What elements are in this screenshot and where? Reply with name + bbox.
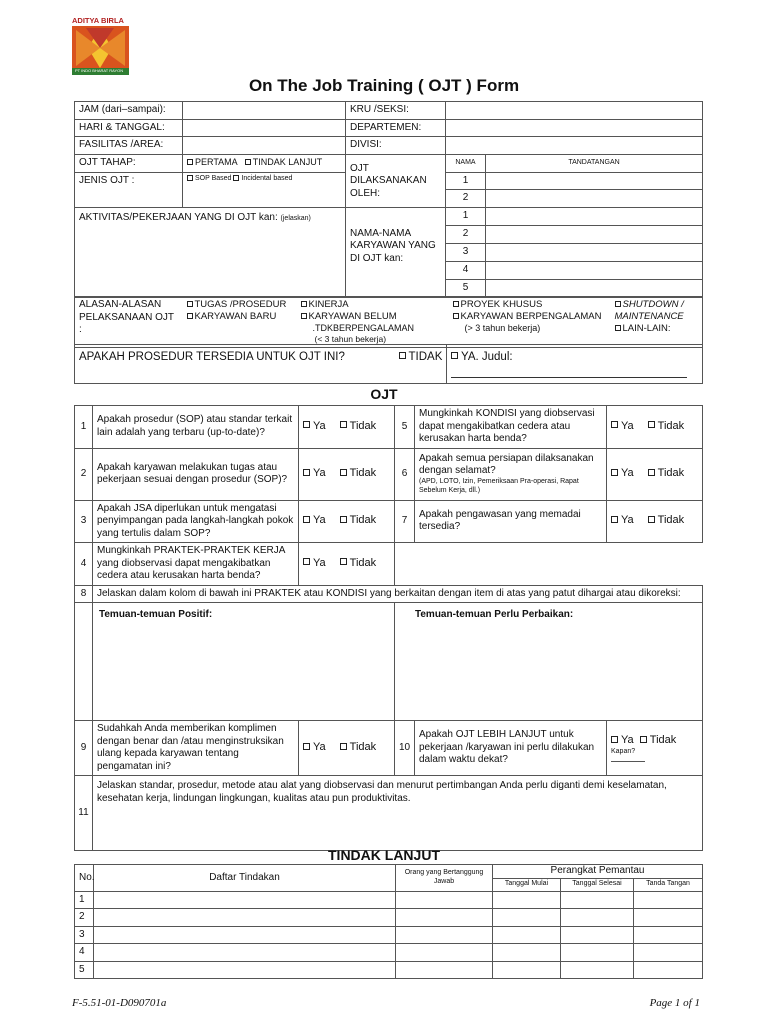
tl-cell[interactable] [396, 909, 493, 927]
q4-ya-checkbox[interactable] [303, 558, 310, 565]
pertama-checkbox[interactable] [187, 159, 193, 165]
tl-daftar-header: Daftar Tindakan [94, 865, 396, 892]
page-number: Page 1 of 1 [649, 997, 700, 1009]
q4-tidak-label: Tidak [349, 556, 377, 569]
logo-brand-text: ADITYA BIRLA [72, 16, 124, 25]
nama-karyawan-label: NAMA-NAMA KARYAWAN YANG DI OJT kan: [350, 227, 436, 264]
tl-cell[interactable] [94, 909, 396, 927]
tl-cell[interactable] [396, 926, 493, 944]
aktivitas-label: AKTIVITAS/PEKERJAAN YANG DI OJT kan: [79, 211, 278, 223]
tindak-lanjut-table [74, 864, 703, 979]
q8-text: Jelaskan dalam kolom di bawah ini PRAKTEK atau KONDISI yang berkaitan dengan item di atas yang patut dihargai atau dikoreksi: [93, 585, 703, 603]
tl-cell[interactable] [493, 944, 561, 962]
tl-cell[interactable] [493, 926, 561, 944]
kapan-input-line[interactable] [611, 761, 645, 762]
kru-field[interactable] [446, 102, 703, 120]
tindak-lanjut-checkbox[interactable] [245, 159, 251, 165]
q4-ya-label: Ya [313, 556, 326, 569]
tl-selesai-header: Tanggal Selesai [561, 878, 634, 891]
kru-label: KRU /SEKSI: [346, 102, 446, 120]
table-row [75, 944, 703, 962]
tl-row-number: 2 [75, 909, 94, 927]
q2-number: 2 [75, 448, 93, 500]
tl-cell[interactable] [94, 961, 396, 979]
q2-tidak-checkbox[interactable] [340, 469, 347, 476]
q6-note: (APD, LOTO, Izin, Pemeriksaan Pra-operasi, Rapat Sebelum Kerja, dll.) [419, 477, 579, 494]
nama-header: NAMA [446, 154, 486, 172]
table-row [75, 961, 703, 979]
q5-ya-checkbox[interactable] [611, 421, 618, 428]
q11-text: Jelaskan standar, prosedur, metode atau alat yang diobservasi dan menurut pertimbangan Anda perlu diganti demi keselamatan, kesehatan kerja, lindungan lingkungan, kualitas atau pun produktivitas. [93, 776, 703, 851]
q7-ya-label: Ya [621, 514, 634, 527]
tindak-lanjut-label: TINDAK LANJUT [252, 156, 323, 167]
q5-text: Mungkinkah KONDISI yang diobservasi dapat mengakibatkan cedera atau kerusakan harta benda? [415, 406, 607, 449]
tl-cell[interactable] [634, 926, 703, 944]
q6-tidak-label: Tidak [657, 467, 685, 480]
fasilitas-label: FASILITAS /AREA: [75, 137, 183, 155]
q9-tidak-checkbox[interactable] [340, 743, 347, 750]
shutdown-label: SHUTDOWN / MAINTENANCE [614, 299, 684, 322]
q2-text: Apakah karyawan melakukan tugas atau pekerjaan sesuai dengan prosedur (SOP)? [93, 448, 299, 500]
q1-text: Apakah prosedur (SOP) atau standar terkait lain adalah yang terbaru (up-to-date)? [93, 406, 299, 449]
fasilitas-field[interactable] [183, 137, 346, 155]
q10-tidak-checkbox[interactable] [640, 736, 647, 743]
karyawan-field-4[interactable] [486, 261, 703, 279]
q7-ya-checkbox[interactable] [611, 516, 618, 523]
q2-ya-checkbox[interactable] [303, 469, 310, 476]
tl-cell[interactable] [561, 909, 634, 927]
tl-cell[interactable] [94, 926, 396, 944]
prosedur-tidak-checkbox[interactable] [399, 352, 406, 359]
prosedur-tidak-label: TIDAK [408, 351, 443, 363]
kurang3-label: (< 3 tahun bekerja) [314, 334, 387, 344]
prosedur-ya-checkbox[interactable] [451, 352, 458, 359]
tl-row-number: 3 [75, 926, 94, 944]
incidental-checkbox[interactable] [233, 175, 239, 181]
prosedur-table [74, 344, 703, 384]
tl-row-number: 1 [75, 891, 94, 909]
q2-ya-label: Ya [313, 467, 326, 480]
q5-number: 5 [395, 406, 415, 449]
karyawan-berpengalaman-checkbox[interactable] [453, 313, 459, 319]
table-row [75, 926, 703, 944]
tl-cell[interactable] [561, 961, 634, 979]
karyawan-field-5[interactable] [486, 279, 703, 297]
q2-tidak-label: Tidak [349, 467, 377, 480]
q6-tidak-checkbox[interactable] [648, 469, 655, 476]
proyek-label: PROYEK KHUSUS [460, 299, 543, 310]
karyawan-baru-checkbox[interactable] [187, 313, 193, 319]
jenis-ojt-label: JENIS OJT : [75, 172, 183, 207]
q7-number: 7 [395, 500, 415, 543]
q1-tidak-checkbox[interactable] [340, 421, 347, 428]
dilaksanakan-label: OJT DILAKSANAKAN OLEH: [350, 162, 427, 199]
lain-checkbox[interactable] [615, 325, 621, 331]
tl-mulai-header: Tanggal Mulai [493, 878, 561, 891]
q1-ya-checkbox[interactable] [303, 421, 310, 428]
q6-number: 6 [395, 448, 415, 500]
q11-number: 11 [75, 776, 93, 851]
kapan-label: Kapan? [611, 748, 636, 755]
jelaskan-note: (jelaskan) [280, 214, 311, 222]
judul-input-line[interactable] [451, 377, 687, 378]
karyawan-row-2: 2 [446, 225, 486, 243]
karyawan-field-1[interactable] [486, 207, 703, 225]
karyawan-field-2[interactable] [486, 225, 703, 243]
tl-cell[interactable] [634, 891, 703, 909]
lebih3-label: (> 3 tahun bekerja) [464, 322, 541, 333]
q5-tidak-checkbox[interactable] [648, 421, 655, 428]
ojt-section-title: OJT [370, 386, 398, 402]
q3-ya-label: Ya [313, 514, 326, 527]
apakah-prosedur-label: APAKAH PROSEDUR TERSEDIA UNTUK OJT INI? [75, 345, 395, 384]
prosedur-ya-label: YA. Judul: [461, 351, 513, 363]
dilaksanakan-row-2: 2 [446, 190, 486, 208]
tl-tanda-header: Tanda Tangan [634, 878, 703, 891]
pertama-label: PERTAMA [195, 156, 238, 167]
q7-text: Apakah pengawasan yang memadai tersedia? [415, 500, 607, 543]
karyawan-baru-label: KARYAWAN BARU [194, 310, 277, 322]
q6-ya-checkbox[interactable] [611, 469, 618, 476]
q6-ya-label: Ya [621, 467, 634, 480]
tl-row-number: 5 [75, 961, 94, 979]
header-table [74, 101, 703, 298]
q10-ya-label: Ya [621, 734, 634, 747]
q4-number: 4 [75, 543, 93, 586]
tl-cell[interactable] [94, 944, 396, 962]
q6-text: Apakah semua persiapan dilaksanakan dengan selamat? [419, 452, 594, 477]
q9-text: Sudahkah Anda memberikan komplimen dengan benar dan /atau menginstruksikan ulang kepada karyawan tentang pengamatan ini? [93, 721, 299, 776]
q9-ya-label: Ya [313, 741, 326, 754]
tl-cell[interactable] [561, 926, 634, 944]
q4-text: Mungkinkah PRAKTEK-PRAKTEK KERJA yang diobservasi dapat mengakibatkan cedera atau kerusakan harta benda? [93, 543, 299, 586]
kinerja-label: KINERJA [308, 299, 349, 310]
karyawan-field-3[interactable] [486, 243, 703, 261]
alasan-table [74, 296, 703, 348]
jam-field[interactable] [183, 102, 346, 120]
tl-cell[interactable] [634, 909, 703, 927]
karyawan-belum-checkbox[interactable] [301, 313, 307, 319]
tl-cell[interactable] [634, 961, 703, 979]
tl-cell[interactable] [94, 891, 396, 909]
q4-tidak-checkbox[interactable] [340, 558, 347, 565]
ojt-tahap-label: OJT TAHAP: [75, 154, 183, 172]
q1-number: 1 [75, 406, 93, 449]
karyawan-row-3: 3 [446, 243, 486, 261]
dilaksanakan-sign-2[interactable] [486, 190, 703, 208]
karyawan-row-1: 1 [446, 207, 486, 225]
divisi-field[interactable] [446, 137, 703, 155]
hari-field[interactable] [183, 119, 346, 137]
table-row [75, 891, 703, 909]
temuan-positif-label: Temuan-temuan Positif: [99, 609, 213, 620]
sop-based-label: SOP Based [195, 174, 232, 182]
tindak-lanjut-title: TINDAK LANJUT [328, 847, 440, 863]
table-row [75, 909, 703, 927]
karyawan-row-4: 4 [446, 261, 486, 279]
q3-tidak-checkbox[interactable] [340, 516, 347, 523]
lain-label: LAIN-LAIN: [622, 322, 671, 334]
tl-cell[interactable] [493, 891, 561, 909]
tl-cell[interactable] [561, 944, 634, 962]
tl-no-header: No. [75, 865, 94, 892]
company-logo [72, 18, 129, 75]
hari-label: HARI & TANGGAL: [75, 119, 183, 137]
ojt-table [74, 405, 703, 851]
tl-cell[interactable] [493, 961, 561, 979]
tl-perangkat-header: Perangkat Pemantau [493, 865, 703, 879]
q3-ya-checkbox[interactable] [303, 516, 310, 523]
q9-ya-checkbox[interactable] [303, 743, 310, 750]
tandatangan-header: TANDATANGAN [486, 154, 703, 172]
tl-cell[interactable] [396, 944, 493, 962]
tl-row-number: 4 [75, 944, 94, 962]
karyawan-berpengalaman-label: KARYAWAN BERPENGALAMAN [460, 310, 602, 322]
q5-tidak-label: Tidak [657, 419, 685, 432]
q9-tidak-label: Tidak [349, 741, 377, 754]
q10-ya-checkbox[interactable] [611, 736, 618, 743]
tugas-label: TUGAS /PROSEDUR [194, 299, 287, 310]
tl-cell[interactable] [396, 891, 493, 909]
incidental-label: Incidental based [241, 174, 293, 182]
kinerja-checkbox[interactable] [301, 301, 307, 307]
q3-text: Apakah JSA diperlukan untuk mengatasi penyimpangan pada langkah-langkah pokok yang tertulis dalam SOP? [93, 500, 299, 543]
q7-tidak-label: Tidak [657, 514, 685, 527]
q5-ya-label: Ya [621, 419, 634, 432]
q10-tidak-label: Tidak [649, 734, 677, 747]
page-title: On The Job Training ( OJT ) Form [248, 76, 520, 95]
karyawan-row-5: 5 [446, 279, 486, 297]
proyek-checkbox[interactable] [453, 301, 459, 307]
tugas-checkbox[interactable] [187, 301, 193, 307]
q10-text: Apakah OJT LEBIH LANJUT untuk pekerjaan /karyawan ini perlu dilakukan dalam waktu dekat? [415, 721, 607, 776]
q3-tidak-label: Tidak [349, 514, 377, 527]
dilaksanakan-row-1: 1 [446, 172, 486, 190]
tl-orang-header: Orang yang Bertanggung Jawab [396, 865, 493, 892]
tl-cell[interactable] [396, 961, 493, 979]
jam-label: JAM (dari–sampai): [75, 102, 183, 120]
logo-sub-text: PT INDO BHARAT RAYON [75, 68, 124, 73]
sop-based-checkbox[interactable] [187, 175, 193, 181]
alasan-label: ALASAN-ALASAN PELAKSANAAN OJT : [75, 297, 183, 348]
q9-number: 9 [75, 721, 93, 776]
q7-tidak-checkbox[interactable] [648, 516, 655, 523]
dilaksanakan-sign-1[interactable] [486, 172, 703, 190]
divisi-label: DIVISI: [346, 137, 446, 155]
karyawan-belum-label: KARYAWAN BELUM [308, 310, 397, 322]
tdk-berpengalaman-label: .TDKBERPENGALAMAN [312, 322, 415, 333]
tl-cell[interactable] [493, 909, 561, 927]
tl-cell[interactable] [634, 944, 703, 962]
q10-number: 10 [395, 721, 415, 776]
departemen-label: DEPARTEMEN: [346, 119, 446, 137]
q8-number: 8 [75, 585, 93, 603]
tl-cell[interactable] [561, 891, 634, 909]
q1-ya-label: Ya [313, 419, 326, 432]
temuan-perbaikan-label: Temuan-temuan Perlu Perbaikan: [415, 609, 574, 620]
shutdown-checkbox[interactable] [615, 301, 621, 307]
q3-number: 3 [75, 500, 93, 543]
q1-tidak-label: Tidak [349, 419, 377, 432]
departemen-field[interactable] [446, 119, 703, 137]
form-code: F-5.51-01-D090701a [72, 997, 167, 1009]
